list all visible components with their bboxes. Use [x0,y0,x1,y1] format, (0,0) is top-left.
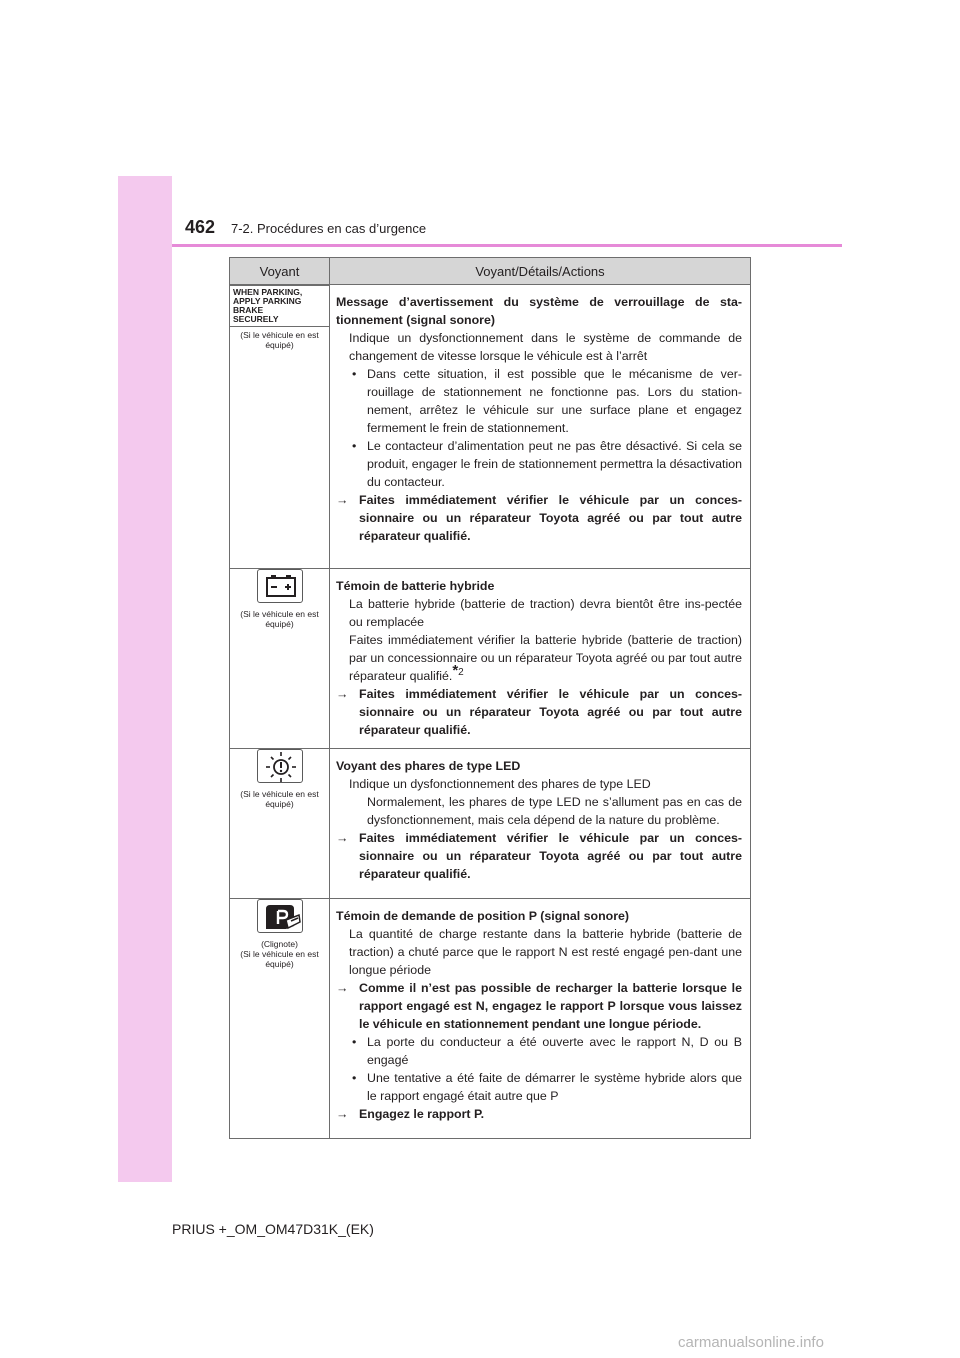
note-line: (Si le véhicule en est [240,789,319,799]
bullet-symbol: • [352,1071,357,1085]
action-text: Faites immédiatement vérifier le véhicule par un conces-sionnaire ou un réparateur Toyota agréé ou par tout autre réparateur qualifié. [359,493,742,543]
table-row [230,285,751,569]
arrow-icon: → [336,1107,349,1121]
table-header-row [230,258,751,285]
row-title: Témoin de demande de position P (signal sonore) [336,909,630,923]
arrow-icon: → [336,981,349,995]
icon-note [230,609,329,629]
icon-note [230,789,329,809]
row-description: Indique un dysfonctionnement dans le système de commande de changement de vitesse lorsque le véhicule est à l’arrêt [349,331,742,363]
action-text: Faites immédiatement vérifier le véhicule par un conces-sionnaire ou un réparateur Toyota agréé ou par tout autre réparateur qualifié. [359,831,742,881]
chapter-sidebar-band [118,176,172,1182]
message-line: APPLY PARKING BRAKE [233,296,302,315]
action-text: Engagez le rapport P. [359,1107,485,1121]
row-description [336,631,742,685]
message-line: WHEN PARKING, [233,287,303,297]
bullet-symbol: • [352,439,357,453]
header-rule [172,244,842,247]
section-title: 7-2. Procédures en cas d’urgence [231,221,427,236]
bullet-item [336,437,742,491]
action-item [336,829,742,883]
arrow-icon: → [336,493,349,507]
row-description: La batterie hybride (batterie de traction) devra bientôt être ins-pectée ou remplacée [349,597,742,629]
bullet-symbol: • [352,367,357,381]
action-item [336,685,742,739]
bullet-item [336,365,742,437]
description-text: Faites immédiatement vérifier la batterie hybride (batterie de traction) par un concessionnaire ou un réparateur Toyota agréé ou par tout autre réparateur qualifié. [349,633,742,683]
table-row [230,749,751,899]
action-text: Comme il n’est pas possible de recharger la batterie lorsque le rapport engagé est N, engagez le rapport P lorsque vous laissez le véhicule en stationnement pendant une longue période. [359,981,742,1031]
note-line: équipé) [265,799,294,809]
bullet-text: La porte du conducteur a été ouverte avec le rapport N, D ou B engagé [367,1035,742,1067]
icon-cell [230,285,330,569]
p-position-request-icon [257,899,303,933]
warning-lights-table [229,257,751,1139]
details-cell [330,285,751,569]
icon-cell [230,749,330,899]
note-line: (Si le véhicule en est [240,949,319,959]
table-row [230,569,751,749]
row-description: La quantité de charge restante dans la batterie hybride (batterie de traction) a chuté parce que le rapport N est resté engagé pen-dant une longue période [349,927,742,977]
icon-note [230,330,329,350]
note-line: (Si le véhicule en est [240,609,319,619]
action-item [336,979,742,1033]
icon-cell [230,899,330,1139]
action-text: Faites immédiatement vérifier le véhicule par un conces-sionnaire ou un réparateur Toyota agréé ou par tout autre réparateur qualifié. [359,687,742,737]
col-header-details: Voyant/Détails/Actions [330,258,751,285]
bullet-symbol: • [352,1035,357,1049]
footnote-asterisk: * [452,661,459,679]
bullet-text: Une tentative a été faite de démarrer le système hybride alors que le rapport engagé était autre que P [367,1071,742,1103]
row-title: Témoin de batterie hybride [336,579,495,593]
icon-note [230,939,329,969]
action-item [336,491,742,545]
watermark: carmanualsonline.info [678,1334,824,1351]
page-number: 462 [185,217,216,237]
led-headlight-warning-icon [257,749,303,783]
bullet-item [336,1033,742,1069]
message-line: SECURELY [233,314,279,324]
note-line: équipé) [265,959,294,969]
col-header-icon: Voyant [230,258,330,285]
details-cell [330,899,751,1139]
hybrid-battery-icon [257,569,303,603]
details-cell [330,569,751,749]
arrow-icon: → [336,831,349,845]
details-cell [330,749,751,899]
footnote-number: 2 [458,666,464,678]
note-line: (Si le véhicule en est [240,330,319,340]
action-item [336,1105,742,1123]
bullet-text: Dans cette situation, il est possible que le mécanisme de ver-rouillage de stationnement ne fonctionne pas. Lors du station-nement, arrêtez le véhicule sur une surface plane et engagez fermement le frein de stationnement. [367,367,742,435]
bullet-item [336,1069,742,1105]
table-row [230,899,751,1139]
row-title: Message d’avertissement du système de verrouillage de sta-tionnement (signal sonore) [336,295,742,327]
parking-lock-message-display [230,285,330,327]
row-description: Indique un dysfonctionnement des phares de type LED [349,777,651,791]
row-description: Normalement, les phares de type LED ne s’allument pas en cas de dysfonctionnement, mais cela dépend de la nature du problème. [367,795,742,827]
document-code-footer: PRIUS +_OM_OM47D31K_(EK) [172,1221,374,1237]
note-line: équipé) [265,619,294,629]
row-title: Voyant des phares de type LED [336,759,521,773]
note-line: (Clignote) [261,939,298,949]
arrow-icon: → [336,687,349,701]
icon-cell [230,569,330,749]
note-line: équipé) [265,340,294,350]
bullet-text: Le contacteur d’alimentation peut ne pas être désactivé. Si cela se produit, engager le frein de stationnement permettra la désactivation du contacteur. [367,439,742,489]
